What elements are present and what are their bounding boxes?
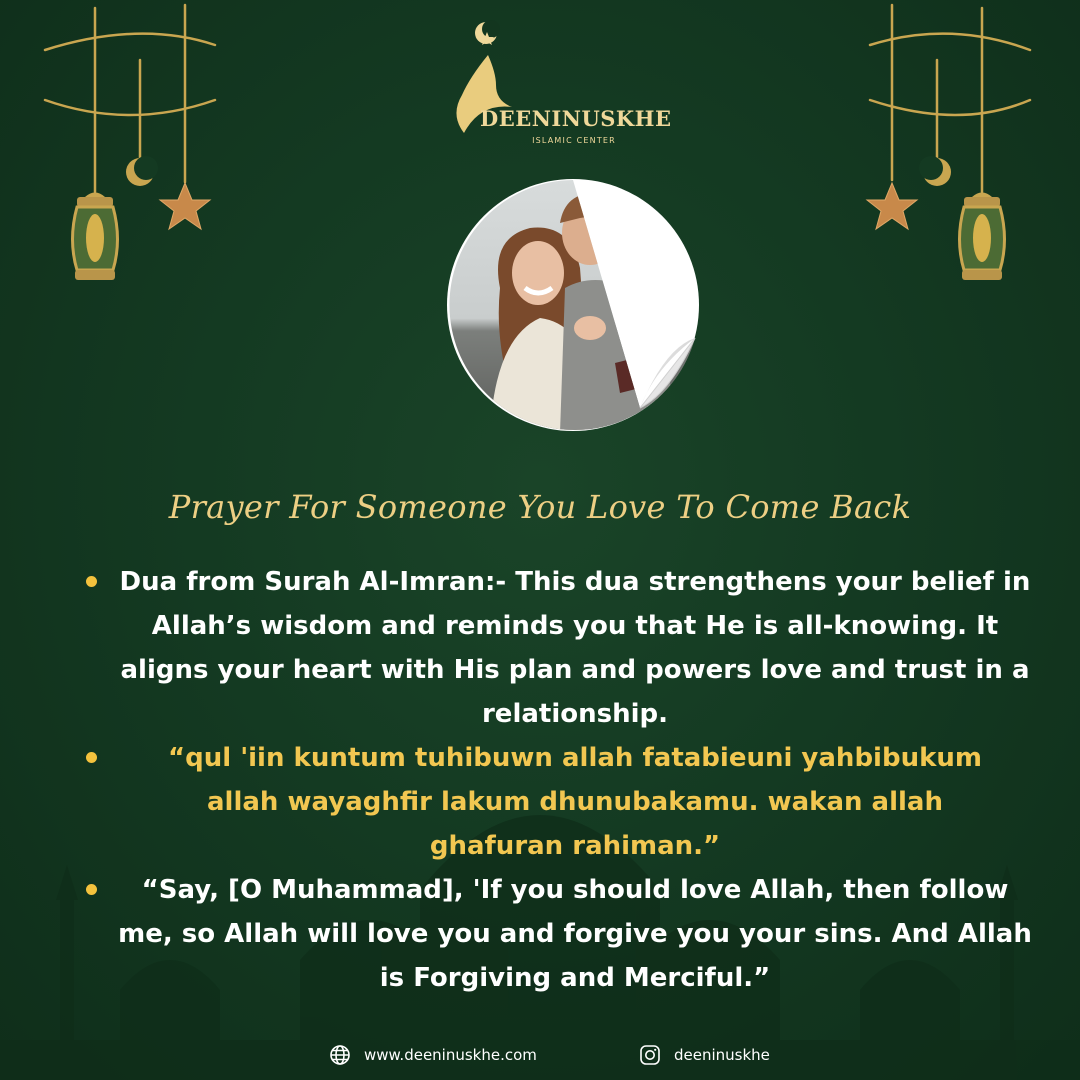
crescent-icon <box>919 156 951 186</box>
crescent-star-icon <box>475 20 500 45</box>
bullet-text: Dua from Surah Al-Imran:- This dua strengthens your belief in Allah’s wisdom and reminds you that He is all-knowing. It aligns your heart with His plan and powers love and trust in a relationship. <box>119 567 1031 729</box>
website-link[interactable] <box>328 1040 537 1070</box>
star-icon <box>160 183 210 229</box>
list-item <box>78 868 1040 1000</box>
instagram-handle[interactable]: deeninuskhe <box>674 1046 770 1064</box>
bullet-text-transliteration: “qul 'iin kuntum tuhibuwn allah fatabieuni yahbibukum allah wayaghfir lakum dhunubakamu. wakan allah ghafuran rahiman.” <box>168 743 982 861</box>
logo-mark <box>440 15 672 155</box>
bullet-dot-icon <box>86 752 97 763</box>
page-title: Prayer For Someone You Love To Come Back <box>168 488 912 526</box>
star-icon <box>867 183 917 229</box>
bullet-dot-icon <box>86 576 97 587</box>
hanging-decoration-right <box>850 0 1080 300</box>
hanging-decoration-left <box>30 0 270 300</box>
instagram-icon <box>638 1043 662 1067</box>
list-item <box>78 736 1040 868</box>
lantern-icon <box>73 193 118 281</box>
instagram-link[interactable] <box>638 1040 770 1070</box>
brand-subtitle: ISLAMIC CENTER <box>532 136 616 145</box>
couple-photo <box>440 178 710 433</box>
crescent-icon <box>126 156 158 186</box>
bullet-text-translation: “Say, [O Muhammad], 'If you should love Allah, then follow me, so Allah will love you and forgive you your sins. And Allah is Forgiving and Merciful.” <box>118 875 1032 993</box>
bullet-list <box>78 560 1040 1000</box>
bullet-dot-icon <box>86 884 97 895</box>
lantern-icon <box>960 193 1005 281</box>
list-item <box>78 560 1040 736</box>
brand-name: DEENINUSKHE <box>480 106 672 131</box>
website-text[interactable]: www.deeninuskhe.com <box>364 1046 537 1064</box>
globe-icon <box>328 1043 352 1067</box>
